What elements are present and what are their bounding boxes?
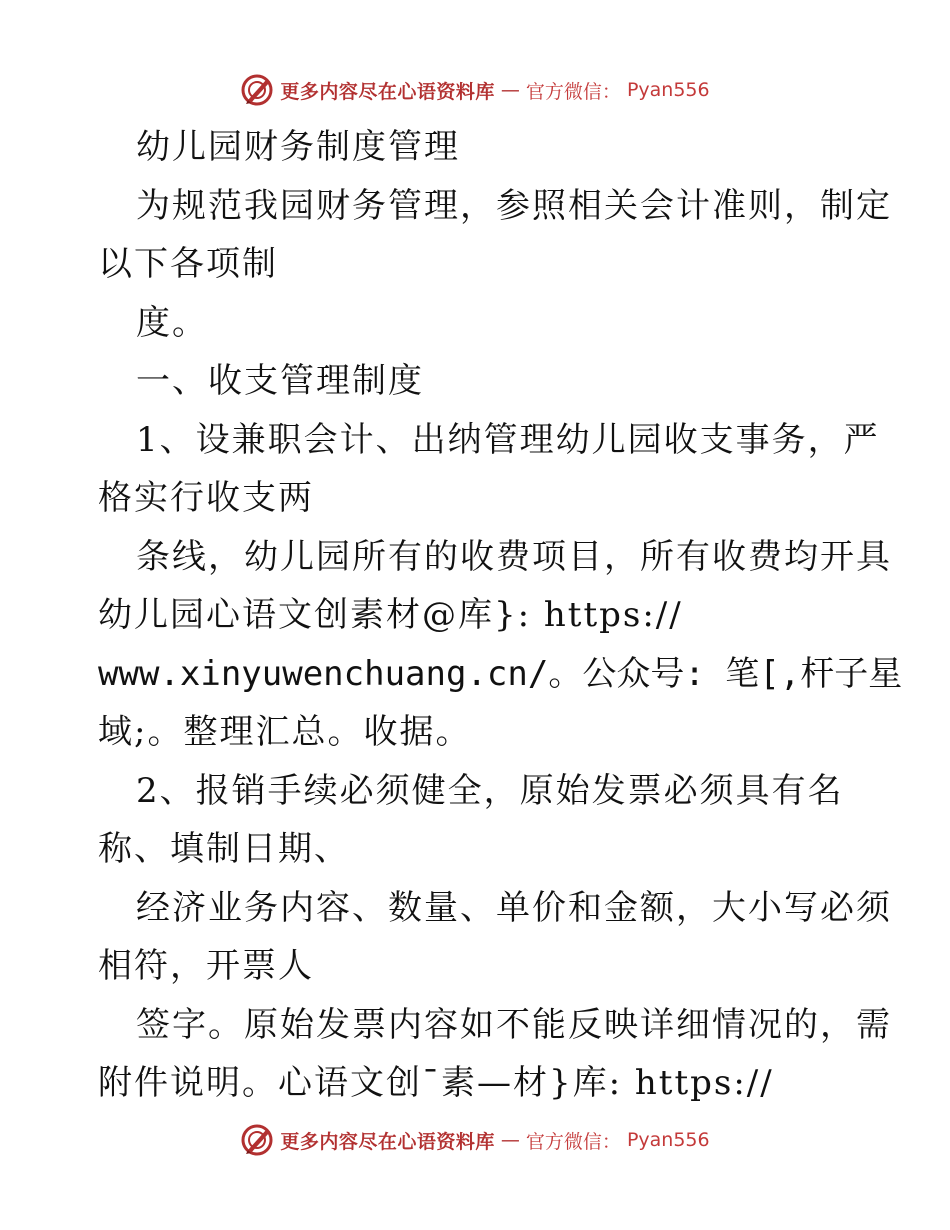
paragraph-line: 以下各项制 <box>98 244 278 284</box>
pen-logo-icon <box>240 73 274 107</box>
footer-watermark-banner <box>0 1120 950 1160</box>
paragraph-line: 经济业务内容、数量、单价和金额，大小写必须 <box>136 887 892 928</box>
paragraph-line: 签字。原始发票内容如不能反映详细情况的，需 <box>136 1004 892 1045</box>
document-title: 幼儿园财务制度管理 <box>136 127 460 167</box>
paragraph-line: 2、报销手续必须健全，原始发票必须具有名 <box>136 770 844 811</box>
paragraph-line: 为规范我园财务管理，参照相关会计准则，制定 <box>136 185 892 226</box>
paragraph-line: 条线，幼儿园所有的收费项目，所有收费均开具 <box>136 536 892 577</box>
paragraph-line: www.xinyuwenchuang.cn/。公众号: 笔[,杆子星 <box>98 653 903 694</box>
header-watermark-banner <box>0 70 950 110</box>
paragraph-line: 相符，开票人 <box>98 946 314 986</box>
pen-logo-icon <box>240 1123 274 1157</box>
paragraph-line: 称、填制日期、 <box>98 829 350 869</box>
banner-dash: — <box>500 1129 520 1151</box>
banner-main-text: 更多内容尽在心语资料库 <box>280 80 495 103</box>
banner-main-text: 更多内容尽在心语资料库 <box>280 1130 495 1153</box>
paragraph-line: 度。 <box>136 302 208 343</box>
banner-wechat-id: Pyan556 <box>626 1129 710 1151</box>
paragraph-line: 附件说明。心语文创¯素—材}库: https:// <box>98 1063 774 1103</box>
banner-wechat-label: 官方微信： <box>525 80 621 103</box>
banner-dash: — <box>500 79 520 101</box>
section-heading: 一、收支管理制度 <box>136 361 424 401</box>
paragraph-line: 幼儿园心语文创素材@库}: https:// <box>98 595 683 635</box>
banner-wechat-label: 官方微信： <box>525 1130 621 1153</box>
paragraph-line: 格实行收支两 <box>98 478 314 518</box>
document-body <box>98 118 903 1113</box>
paragraph-line: 1、设兼职会计、出纳管理幼儿园收支事务，严 <box>136 419 880 460</box>
paragraph-line: 域;。整理汇总。收据。 <box>98 712 472 752</box>
banner-wechat-id: Pyan556 <box>626 79 710 101</box>
